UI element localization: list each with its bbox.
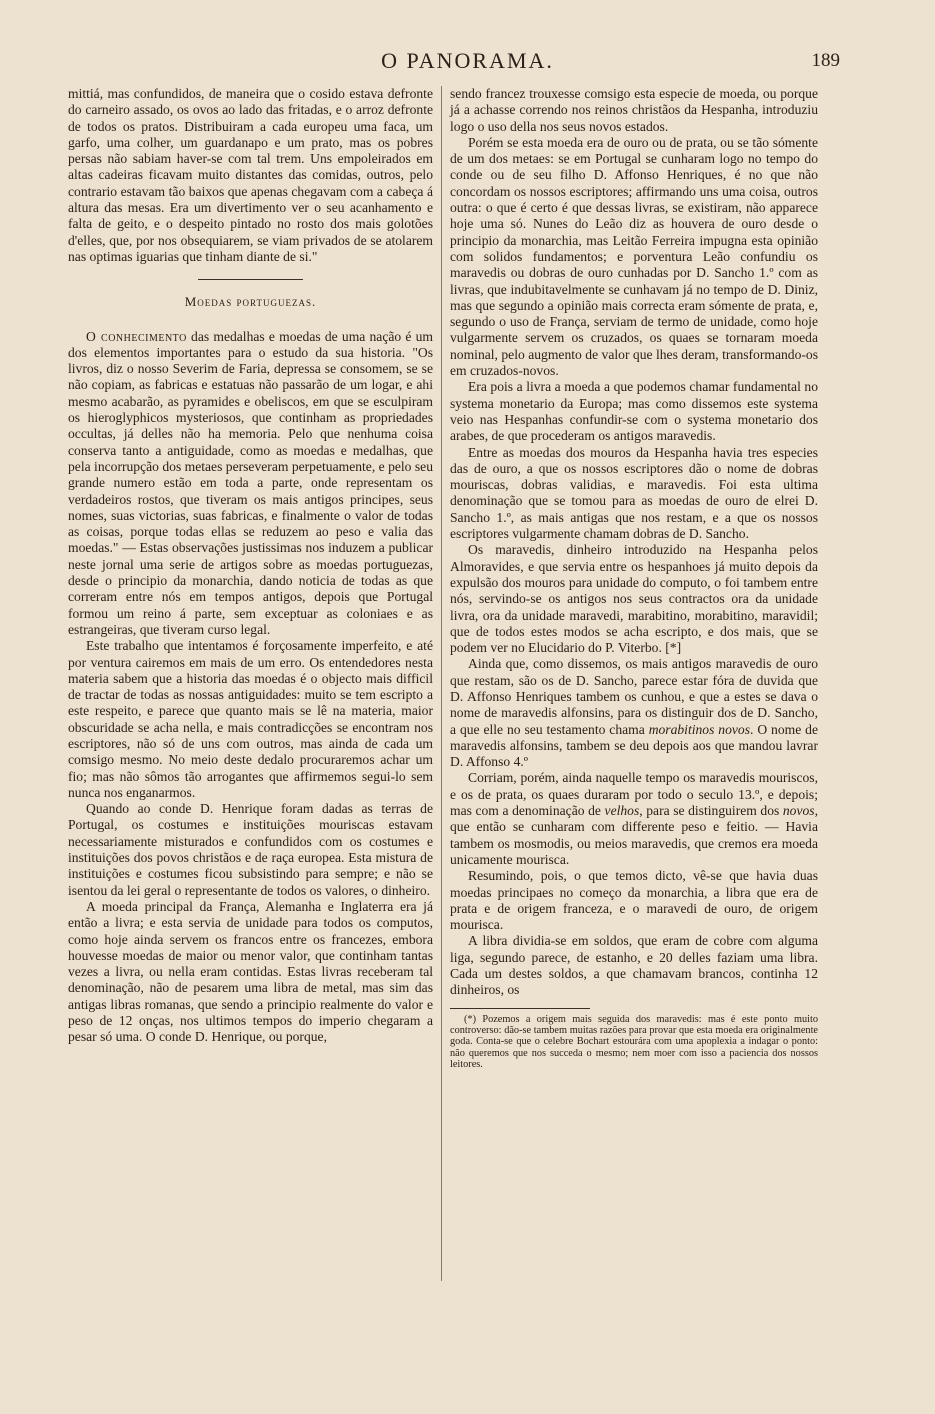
paragraph: A moeda principal da França, Alemanha e Inglaterra era já então a livra; e esta servia de unidade para todos os computos, como hoje ainda servem os francos entre os francezes, embora houvesse moedas de maior ou menor valor, que continham tantas vezes a livra, ou nella eram contidas. Estas livras receberam tal denominação, não de pesarem uma libra de metal, mas sim das antigas libras romanas, que sendo a principio realmente do valor e peso de 12 onças, nos ultimos tempos do imperio chegaram a pesar só uma. O conde D. Henrique, ou porque,: [68, 898, 433, 1045]
paragraph-text: Ainda que, como dissemos, os mais antigos maravedis de ouro que restam, são os de D. Sancho, parece estar fóra de duvida que D. Affonso Henriques tambem os cunhou, e que a estes se dava o nome de maravedis alfonsins, para os distinguir dos de D. Sancho, a que elle no seu testamento chama: [450, 656, 818, 737]
section-rule: [198, 279, 303, 280]
italic-text: novos: [782, 803, 815, 819]
paragraph-text: , que então se cunharam com differente peso e feitio. — Havia tambem os mosmodis, ou meios maravedis, que cremos era moeda unicamente mourisca.: [450, 803, 818, 867]
lead-words: O conhecimento: [86, 328, 187, 344]
paragraph: Quando ao conde D. Henrique foram dadas as terras de Portugal, os costumes e instituições mouriscas estavam necessariamente misturados e confundidos com os costumes e instituições dos povos christãos e de raça europea. Esta mistura de instituições e costumes ficou subsistindo para sempre; e não se isentou da lei geral o representante de todos os valores, o dinheiro.: [68, 801, 433, 898]
paragraph-text: . O nome de maravedis alfonsins, tambem se deu depois aos que mandou lavrar D. Affonso 4.º: [450, 721, 818, 770]
paragraph: A libra dividia-se em soldos, que eram de cobre com alguma liga, segundo parece, de estanho, e 20 delles faziam uma libra. Cada um destes soldos, a que chamavam brancos, continha 12 dinheiros, os: [450, 933, 818, 998]
paragraph-text: Corriam, porém, ainda naquelle tempo os maravedis mouriscos, e os de prata, os quaes duraram por todo o seculo 13.º, e depois; mas com a denominação de: [450, 770, 818, 819]
paragraph: [68, 329, 433, 639]
page-number: 189: [811, 50, 840, 71]
page-header: [0, 38, 935, 88]
paragraph: [450, 656, 818, 770]
paragraph: Era pois a livra a moeda a que podemos chamar fundamental no systema monetario da Europa; mas como dissemos este systema veio nas Hespanhas confundir-se com o systema monetario dos arabes, de que procederam os antigos maravedis.: [450, 379, 818, 444]
column-divider: [441, 86, 442, 1281]
paragraph: Porém se esta moeda era de ouro ou de prata, ou se tão sómente de um dos metaes: se em Portugal se cunharam logo no tempo do conde ou de seu filho D. Affonso Henriques, é no que não concordam os nossos escriptores; affirmando uns uma coisa, outros outra: o que é certo é que dessas livras, se existiram, não apparece hoje uma só. Nunes do Leão diz as houvera de ouro desde o principio da monarchia, mas Leitão Ferreira impugna esta opinião com solidos fundamentos; e porventura Leão confundiu os maravedis ou dobras de ouro cunhadas por D. Sancho 1.º com as livras, que indubitavelmente se cunhavam já no tempo de D. Diniz, mas que segundo a opinião mais correcta eram sómente de prata, e, segundo o uso de França, serviam de termo de unidade, como hoje vulgarmente servem os cruzados, os quaes se tornaram moeda nominal, pelo augmento de valor que lhes deram, transformando-os em cruzados-novos.: [450, 134, 818, 379]
paragraph: Entre as moedas dos mouros da Hespanha havia tres especies das de ouro, a que os nossos escriptores dão o nome de dobras mouriscas, dobras validias, e maravedis. Foi esta ultima denominação que se tomou para as moedas de ouro de elrei D. Sancho 1.º, as mais antigas que nos restam, e a que os nossos escriptores vulgarmente chamam dobras de D. Sancho.: [450, 444, 818, 542]
footnote: (*) Pozemos a origem mais seguida dos maravedis: mas é este ponto muito controverso: dão-se tambem muitas razões para provar que esta moeda era originalmente goda. Conta-se que o celebre Bochart estourára com uma apoplexia a indagar o ponto: não queremos que nos succeda o mesmo; nem moer com isso a paciencia dos nossos leitores.: [450, 1013, 818, 1071]
paragraph-text: , para se distinguirem dos: [639, 803, 783, 819]
paragraph: Resumindo, pois, o que temos dicto, vê-se que havia duas moedas principaes no começo da monarchia, a libra que era de prata e de origem franceza, e o maravedi de ouro, de origem mourisca.: [450, 868, 818, 933]
paragraph: Os maravedis, dinheiro introduzido na Hespanha pelos Almoravides, e que servia entre os hespanhoes já muito depois da expulsão dos mouros para unidade do computo, o foi tambem entre nós, servindo-se os antigos nos seus contractos ora da unidade livra, ora da unidade maravedi, marabitino, morabitino, maravidil; que de todos estes modos se acha escripto, e dos mais, que se podem ver no Elucidario do P. Viterbo. [*]: [450, 542, 818, 656]
paragraph: sendo francez trouxesse comsigo esta especie de moeda, ou porque já a achasse correndo nos reinos christãos da Hespanha, introduziu logo o uso della nos seus novos estados.: [450, 86, 818, 134]
footnote-rule: [450, 1008, 590, 1009]
italic-text: morabitinos novos: [648, 721, 751, 737]
left-column: [68, 86, 433, 1046]
paragraph: [450, 770, 818, 868]
masthead: O PANORAMA.: [381, 48, 554, 73]
section-title: Moedas portuguezas.: [184, 294, 317, 310]
paragraph: Este trabalho que intentamos é forçosamente imperfeito, e até por ventura cairemos em mais de um erro. Os entendedores nesta materia sabem que a historia das moedas é o objecto mais difficil de tractar de todas as nossas antiguidades: muito se tem escripto a este respeito, e parece que quanto mais se lê na materia, maior obscuridade se acha nella, e mais contradicções se encontram nos escriptores, não só de uns com outros, mas ainda de cada um comsigo mesmo. No meio deste dedalo procuraremos achar um fio; mas não sômos tão arrogantes que affirmemos segui-lo sem nunca nos enganarmos.: [68, 638, 433, 800]
right-column: [450, 86, 818, 1071]
paragraph: mittiá, mas confundidos, de maneira que o cosido estava defronte do carneiro assado, os ovos ao lado das fritadas, e o arroz defronte de todos os pratos. Distribuiram a cada europeu uma faca, um garfo, uma colher, um guardanapo e um prato, mas os pobres persas não sabiam haver-se com tal trem. Uns empoleirados em altas cadeiras ficavam muito distantes das comidas, outros, pelo contrario estavam tão baixos que apenas chegavam com a cabeça á altura das mesas. Era um divertimento ver o seu acanhamento e falta de geito, e o despeito pintado no rosto dos mais golotões d'elles, que, por nos obsequiarem, se viam privados de se atolarem nas optimas iguarias que tinham diante de si.": [68, 86, 433, 264]
italic-text: velhos: [604, 803, 640, 819]
paragraph-text: das medalhas e moedas de uma nação é um dos elementos importantes para o estudo da sua historia. "Os livros, diz o nosso Severim de Faria, depressa se consomem, se se não copiam, as fabricas e estatuas não passarão de um logar, e ahi mesmo acabarão, as pyramides e obeliscos, em que se esculpiram os hieroglyphicos mysteriosos, que continham as propriedades occultas, já delles não ha memoria. Pelo que nenhuma coisa conserva tanto a antiguidade, como as moedas e medalhas, que pela incorrupção dos metaes perseveram perpetuamente, e pelo seu grande numero estão em toda a parte, onde representam os verdadeiros rostos, que tiveram os mais antigos principes, seus nomes, suas victorias, suas fabricas, e finalmente o valor de todas as coisas, porque todas ellas se reduzem ao peso e valia das moedas." — Estas observações justissimas nos induzem a publicar neste jornal uma serie de artigos sobre as moedas portuguezas, desde o principio da monarchia, dando noticia de todas as que correram entre nós em tempos antigos, depois que Portugal formou um reino á parte, sem exceptuar as coloniaes e as estrangeiras, que tiveram curso legal.: [68, 328, 434, 637]
